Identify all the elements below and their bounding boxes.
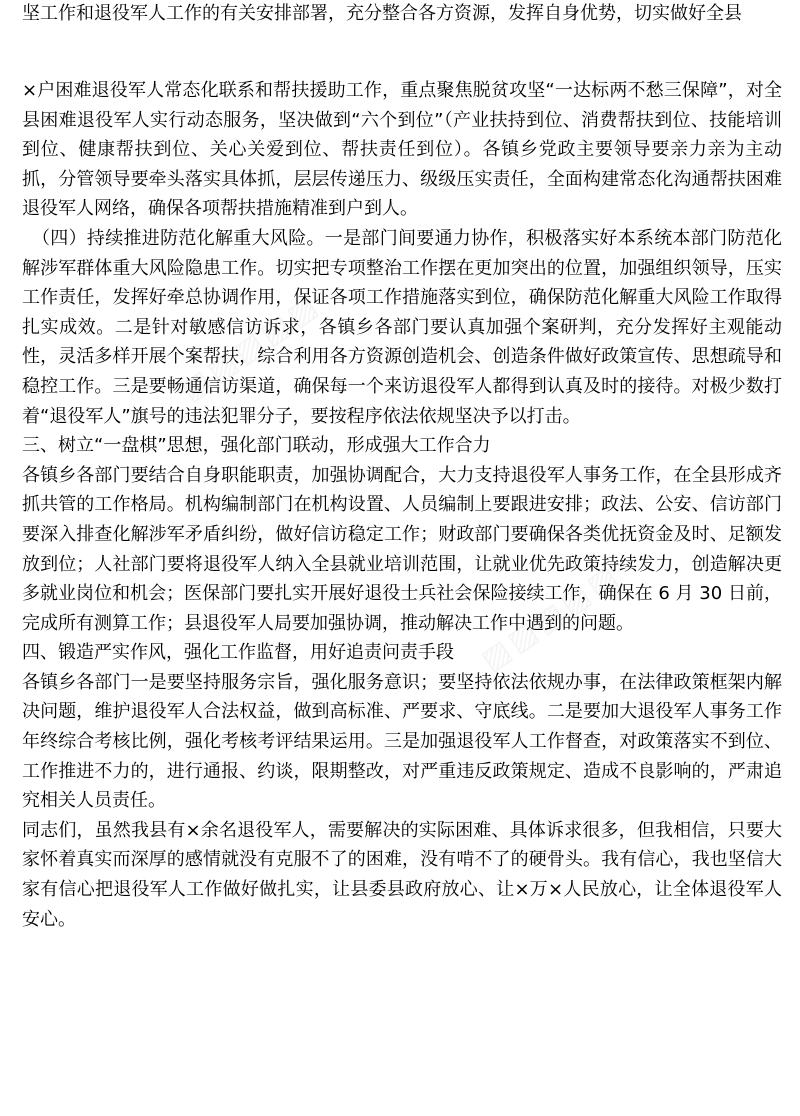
paragraph-poverty-assistance: ×户困难退役军人常态化联系和帮扶援助工作，重点聚焦脱贫攻坚“一达标两不愁三保障”，对全县困难退役军人实行动态服务，坚决做到“六个到位”（产业扶持到位、消费帮扶到位、技能培训到位、健康帮扶到位、关心关爱到位、帮扶责任到位）。各镇乡党政主要领导要亲力亲为主动抓，分管领导要牵头落实具体抓，层层传递压力、级级压实责任，全面构建常态化沟通帮扶困难退役军人网络，确保各项帮扶措施精准到户到人。: [22, 80, 782, 220]
document-body: [22, 76, 782, 934]
paragraph-department-coordination: 各镇乡各部门要结合自身职能职责，加强协调配合，大力支持退役军人事务工作，在全县形成齐抓共管的工作格局。机构编制部门在机构设置、人员编制上要跟进安排；政法、公安、信访部门要深入排查化解涉军矛盾纠纷，做好信访稳定工作；财政部门要确保各类优抚资金及时、足额发放到位；人社部门要将退役军人纳入全县就业培训范围，让就业优先政策持续发力，创造解决更多就业岗位和机会；医保部门要扎实开展好退役士兵社会保险接续工作，确保在 6 月 30 日前，完成所有测算工作；县退役军人局要加强协调，推动解决工作中遇到的问题。: [22, 464, 782, 634]
paragraph-risk-prevention: （四）持续推进防范化解重大风险。一是部门间要通力协作，积极落实好本系统本部门防范化解涉军群体重大风险隐患工作。切实把专项整治工作摆在更加突出的位置，加强组织领导，压实工作责任，发挥好牵总协调作用，保证各项工作措施落实到位，确保防范化解重大风险工作取得扎实成效。二是针对敏感信访诉求，各镇乡各部门要认真加强个案研判，充分发挥好主观能动性，灵活多样开展个案帮扶，综合利用各方资源创造机会、创造条件做好政策宣传、思想疏导和稳控工作。三是要畅通信访渠道，确保每一个来访退役军人都得到认真及时的接待。对极少数打着“退役军人”旗号的违法犯罪分子，要按程序依法依规坚决予以打击。: [22, 227, 782, 427]
paragraph-closing-remarks: 同志们，虽然我县有×余名退役军人，需要解决的实际困难、具体诉求很多，但我相信，只要大家怀着真实而深厚的感情就没有克服不了的困难，没有啃不了的硬骨头。我有信心，我也坚信大家有信心把退役军人工作做好做扎实，让县委县政府放心、让×万×人民放心，让全体退役军人安心。: [22, 819, 782, 930]
paragraph-supervision: 各镇乡各部门一是要坚持服务宗旨，强化服务意识；要坚持依法依规办事，在法律政策框架内解决问题，维护退役军人合法权益，做到高标准、严要求、守底线。二是要加大退役军人事务工作年终综合考核比例，强化考核考评结果运用。三是加强退役军人工作督查，对政策落实不到位、工作推进不力的，进行通报、约谈，限期整改，对严重违反政策规定、造成不良影响的，严肃追究相关人员责任。: [22, 671, 782, 812]
section-heading-three: 三、树立“一盘棋”思想，强化部门联动，形成强大工作合力: [22, 435, 491, 457]
section-heading-four: 四、锻造严实作风，强化工作监督，用好追责问责手段: [22, 642, 454, 664]
continued-text-line: 坚工作和退役军人工作的有关安排部署，充分整合各方资源，发挥自身优势，切实做好全县: [22, 3, 742, 24]
